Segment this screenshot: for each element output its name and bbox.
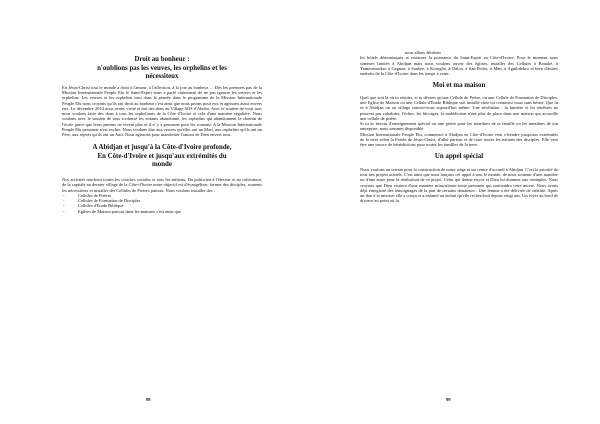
heading-abidjan: A Abidjan et jusqu'à la Côte-d'Ivoire profonde, En Côte-d'Ivoire et jusqu'aux extrémités du monde [92,144,232,169]
page-number-right: 99 [446,397,451,402]
paragraph-continued: les hôtels démoniaques et restaurer la puissance du Saint-Esprit en Côte-d'Ivoire. Pour le moment nous sommes limitée à Abidjan mais nous voulons ouvrir des églises, installer des Cellules à Bouaké, à Yamoussoukro à Gagnoa, à Soubre, à Korogho, à Daloa, à San-Pedro, à Man, à Agnibilekro et bien d'autres endroits de la Côte-d'Ivoire dans les temps à venir. [360,55,558,76]
paragraph-activites: Nos activités touchent toutes les couches sociales et tous les milieux. Du politicien à l'éleveur et au cultivateur, de la capitale au dernier village de la Côte-d'Ivoire notre objectif est d'évangéliser, former des disciples, soutenir les nécessiteux et installer des Cellules de Prières partout. Nous voulons installer des : [62,177,262,193]
paragraph-besoin-enseignement: Si tu as besoin d'enseignement spécial ou une prière pour les membres de ta famille ou les membres de ton entreprise, nous sommes disponible. [360,121,558,132]
paragraph-appel: Nous voulons un terrain pour la construction de notre siège et un centre d'accueil à Abidjan. C'est la priorité de tous nos projets actuels. C'est ainsi que nous lançons cet appel à tout le monde, de nous soutenir d'une manière ou d'une autre pour la réalisation de ce projet. Celui qui donne reçois et Dieu lui donnera aux centuples. Nous croyons que Dieu visitera d'une manière miraculeuse toute personne qui soutiendra cette œuvre. Nous avons déjà enregistré des témoignages de la part de certains donateurs : Une femme a été délivrée de stérilité. Après un don à la mission elle a conçu et a enfanté un enfant qu'elle recherchait depuis vingt ans. Un foyer au bord de divorce au point où la [360,166,558,204]
right-column [360,50,558,204]
cellules-list [62,193,262,214]
list-item: - Eglises de Maison partout dans les maisons c'est ainsi que [63,208,181,214]
heading-appel-special: Un appel spécial [434,153,484,161]
paragraph-droit-au-bonheur: En Jésus-Christ tout le monde a droit à l'amour, à l'affection, à la joie au bonheur…. Dès les premiers pas de la Mission Internationale Peuple Elu le Saint-Esprit nous a parlé clairement de ne pas ignorer les veuves et les orphelins. Les veuves et les orphelins sont dans la pensée dans le programme de la Mission Internationale Peuple Elu nous croyons qu'ils ont droit au bonheur c'est ainsi que nous prions pour eux et agissons aussi envers eux. Le décembre 2014 nous avons visité et fait des dons au Village SOS d'Abobo. Avec le soutien de vous tous nous voulons faire des dons à tous les orphelinats de la Côte d'Ivoire et cela d'une manière régulière. Nous voulons avec le soutien de tous scolarisé les enfants abandonné, les orphelins qui abandonnent le chemin de l'école parce que leurs parents ne vivent plus et il n' y a personne pour les soutenir. A la Mission Internationale Peuple Elu personne n'est exclue. Nous voulons dire aux veuves qu'elles ont un Mari, aux orphelins qu'ils ont un Père, aux rejetés qu'ils ont un Ami. Nous agissons pour manifester l'amour de Dieu envers tous. [62,84,262,138]
list-item: - Cellules d'Etude Biblique [63,203,124,209]
page-number-left: 98 [146,397,151,402]
right-page [300,0,600,424]
list-item: - Cellules de Prières [63,192,112,198]
heading-moi-et-ma-maison: Moi et ma maison [432,82,486,90]
paragraph-continued-first-line: nous allons détrôner [405,50,441,55]
paragraph-cellule-chez-toi: Quel que soit là où tu résides, si tu désires qu'une Cellule de Prière, ou une Cellule de Formation de Disciples, une Eglise de Maison ou une Cellule d'Etude Biblique soit installé chez toi contactez nous sans hésité. Que tu es à Abidjan ou au village contact-nous aujourd'hui même. Une révélation : la lumière et les ténèbres ne peuvent pas cohabiter, l'échec, les blocages, la malédiction n'ont plus de place dans une maison qui accueille une cellule de prière. [360,94,558,121]
paragraph-mission-extension: Mission Internationale Peuple Elu, commencé à Abidjan en Côte-d'Ivoire veut s'étendre jusqu'aux extrémités de la terre selon la Parole de Jésus-Christ, d'aller partout et de faire toutes les nations des disciples. Elle veut être une source de bénédictions pour toutes les familles de la terre. [360,131,558,148]
list-item: - Cellules de Formation de Disciples [63,198,141,204]
heading-droit-au-bonheur: Droit au bonheur : n'oublions pas les veuves, les orphelins et les nécessiteux [97,56,227,81]
left-column [62,56,262,214]
